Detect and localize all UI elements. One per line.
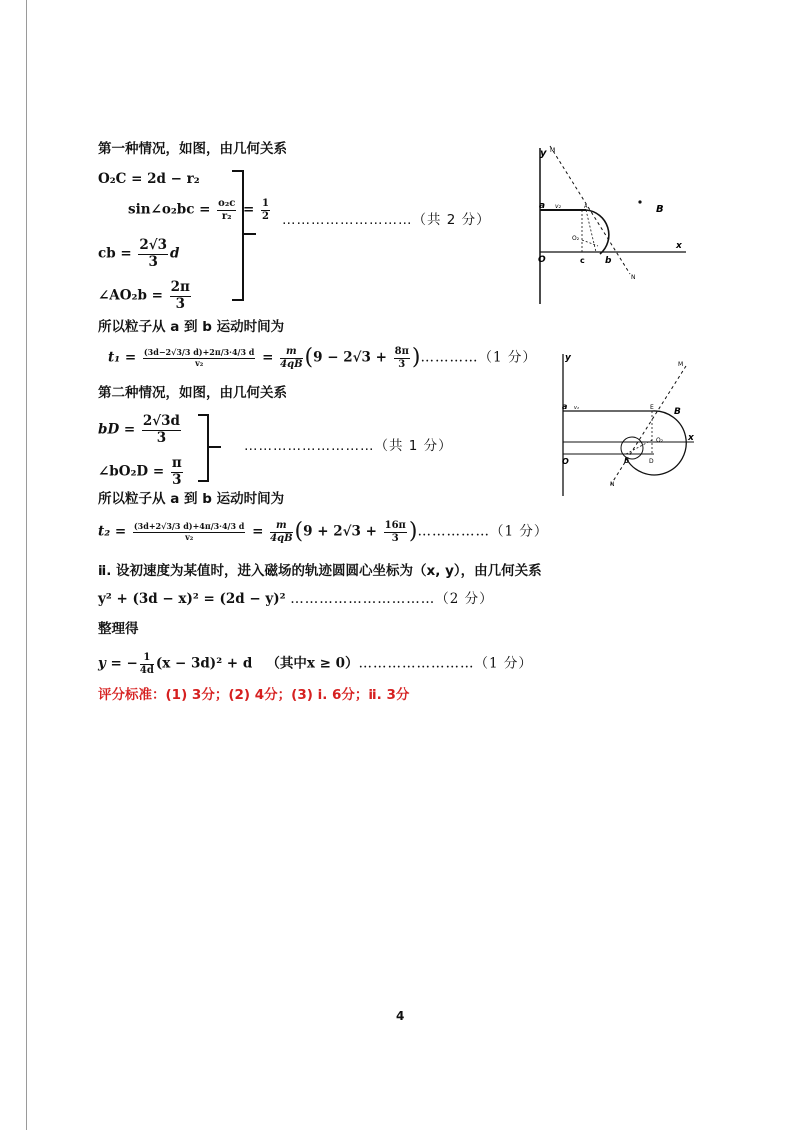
- fig2-label-O: O: [562, 457, 569, 466]
- fig2-label-x: x: [688, 433, 694, 443]
- eq-result: y = − $\frac{1}{4d}$ (x − 3d)² + d （其中x ≥ 0）……………………（1 分）: [98, 652, 533, 676]
- fig2-label-a: a: [562, 402, 568, 411]
- score-circle: …………………………（2 分）: [290, 591, 494, 607]
- eq-bd: bD = $\frac{2√3d}{3}$: [98, 413, 180, 446]
- page-number: 4: [396, 1009, 405, 1023]
- score-t2: ……………（1 分）: [417, 523, 549, 540]
- score-result: ……………………（1 分）: [358, 655, 533, 672]
- fig2-label-M: M: [678, 361, 684, 368]
- fig2-label-O2: O₂: [656, 437, 664, 444]
- fig2-label-b: b: [624, 457, 630, 465]
- eq-cb-frac: $\frac{2√3}{3}$: [139, 237, 168, 270]
- fig1-label-N: N: [631, 274, 636, 281]
- right-brace-case1: [232, 170, 244, 301]
- eq-t2-coef: $\frac{m}{4qB}$: [270, 520, 293, 544]
- eq-t1: t₁ = $\frac{(3d-2√3/3 d)+2\pi/3\cdot 4/3 d}{\text{v₂}}$ = $\frac{m}{4qB}$ (9 − 2√3 + $\frac{8\pi}{3}$ )…………（1 分）: [108, 345, 537, 370]
- case1-heading: 第一种情况，如图，由几何关系: [98, 141, 287, 157]
- eq-o2c: O₂C = 2d − r₂: [98, 171, 200, 187]
- fig2-label-B: B: [674, 407, 681, 417]
- score-t1: …………（1 分）: [420, 349, 537, 366]
- right-brace-tip-case1: [244, 233, 256, 235]
- fig2-label-y: y: [565, 353, 571, 363]
- page-margin-line: [26, 0, 27, 1130]
- fig1-label-B: B: [656, 204, 664, 215]
- fig1-label-v: v₂: [555, 203, 561, 210]
- eq-sin: sin∠o₂bc = $\frac{\text{o₂c}}{\text{r₂}}$ = $\frac{1}{2}$: [128, 198, 269, 222]
- time-intro-1: 所以粒子从 a 到 b 运动时间为: [98, 319, 285, 335]
- eq-t1-frac: $\frac{(3d-2√3/3 d)+2\pi/3\cdot 4/3 d}{\text{v₂}}$: [143, 347, 255, 368]
- eq-angle-frac: $\frac{2\pi}{3}$: [170, 279, 190, 312]
- part-ii-intro: ⅱ. 设初速度为某值时，进入磁场的轨迹圆圆心坐标为（x, y），由几何关系: [98, 563, 542, 579]
- eq-sin-lhs: sin∠o₂bc =: [128, 201, 211, 218]
- fig1-label-y: y: [540, 148, 547, 159]
- figure-case1: [528, 138, 692, 310]
- score-case1: ………………………（共 2 分）: [282, 212, 491, 228]
- score-case2: ………………………（共 1 分）: [244, 438, 453, 454]
- fig1-label-b: b: [605, 256, 612, 266]
- fig1-label-x: x: [676, 241, 682, 251]
- right-brace-case2: [198, 414, 209, 482]
- fig1-label-O: O: [538, 255, 546, 265]
- eq-angle-ao2b: ∠AO₂b = $\frac{2\pi}{3}$: [98, 279, 190, 312]
- fig2-label-E: E: [650, 404, 654, 411]
- simplify-label: 整理得: [98, 621, 139, 637]
- fig1-label-O2: O₂: [572, 235, 580, 242]
- case2-heading: 第二种情况，如图，由几何关系: [98, 385, 287, 401]
- eq-t2-frac: $\frac{(3d+2√3/3 d)+4\pi/3\cdot 4/3 d}{\text{v₂}}$: [133, 521, 245, 542]
- eq-sin-frac: $\frac{\text{o₂c}}{\text{r₂}}$: [218, 198, 236, 222]
- fig2-label-N: N: [610, 481, 615, 488]
- fig1-label-a: a: [539, 201, 546, 211]
- eq-cb: cb = $\frac{2√3}{3}$ d: [98, 237, 180, 270]
- eq-t1-coef: $\frac{m}{4qB}$: [280, 346, 303, 370]
- eq-t2: t₂ = $\frac{(3d+2√3/3 d)+4\pi/3\cdot 4/3 d}{\text{v₂}}$ = $\frac{m}{4qB}$ (9 + 2√3 + $\frac{16\pi}{3}$ )……………（1 分）: [98, 519, 549, 544]
- fig2-label-v: v₂: [574, 405, 579, 411]
- time-intro-2: 所以粒子从 a 到 b 运动时间为: [98, 491, 285, 507]
- fig1-label-M: M: [550, 147, 556, 154]
- eq-circle: y² + (3d − x)² = (2d − y)² …………………………（2 分）: [98, 591, 494, 607]
- figure-case2: [554, 350, 704, 500]
- eq-angle-bo2d: ∠bO₂D = $\frac{\pi}{3}$: [98, 455, 182, 488]
- fig1-label-c: c: [580, 256, 585, 265]
- right-brace-tip-case2: [209, 446, 221, 448]
- grading-criteria: 评分标准：(1) 3分；(2) 4分；(3) ⅰ. 6分；ⅱ. 3分: [98, 687, 410, 703]
- eq-sin-half: $\frac{1}{2}$: [262, 198, 269, 222]
- fig1-label-A: A: [584, 204, 588, 210]
- fig2-label-D: D: [649, 458, 654, 465]
